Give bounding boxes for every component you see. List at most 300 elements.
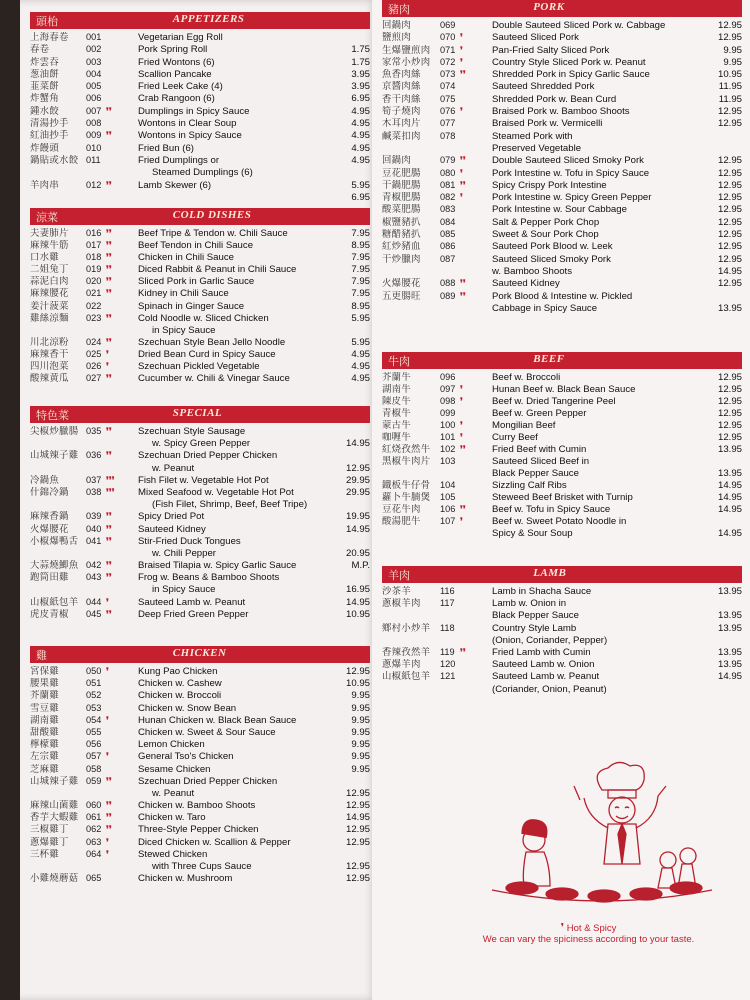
item-name: Lamb Skewer (6) bbox=[138, 179, 212, 191]
hot-spicy-icon: ❜❜ bbox=[460, 155, 466, 166]
item-chinese-name: 蒙古牛 bbox=[382, 420, 412, 431]
item-number: 071 bbox=[440, 44, 456, 55]
item-name: Scallion Pancake bbox=[138, 68, 212, 80]
item-chinese-name: 小椒爆鴨舌 bbox=[30, 535, 79, 547]
item-price: 12.95 bbox=[345, 836, 370, 848]
menu-item bbox=[382, 623, 742, 635]
item-name: Beef w. Broccoli bbox=[492, 372, 561, 383]
hot-spicy-icon: ❜ bbox=[460, 106, 463, 117]
menu-item bbox=[382, 229, 742, 241]
special-header-chinese: 特色菜 bbox=[36, 409, 69, 422]
item-price: 13.95 bbox=[717, 302, 742, 314]
item-name: Spicy Dried Pot bbox=[138, 511, 205, 523]
item-price: 4.95 bbox=[351, 361, 370, 373]
item-name: w. Spicy Green Pepper bbox=[152, 438, 251, 450]
item-chinese-name: 蔥椒羊肉 bbox=[382, 598, 421, 610]
item-chinese-name: 炸雲吞 bbox=[30, 56, 60, 68]
cold-header-title: COLD DISHES bbox=[172, 209, 252, 221]
item-number: 005 bbox=[86, 81, 102, 92]
cold-item-list bbox=[30, 225, 370, 385]
hot-spicy-icon: ❜ bbox=[460, 56, 463, 67]
item-chinese-name: 香干肉絲 bbox=[382, 93, 421, 105]
item-number: 051 bbox=[86, 678, 102, 689]
item-price: 12.95 bbox=[717, 420, 742, 431]
item-number: 100 bbox=[440, 420, 456, 430]
item-chinese-name: 魚香肉絲 bbox=[382, 69, 421, 81]
menu-item bbox=[30, 118, 370, 130]
item-chinese-name: 鍾水餃 bbox=[30, 105, 60, 117]
item-chinese-name: 炸饅頭 bbox=[30, 142, 60, 154]
item-name: Sauteed Kidney bbox=[138, 523, 206, 535]
item-number: 016 bbox=[86, 228, 102, 238]
item-number: 004 bbox=[86, 68, 102, 79]
item-name: Sauteed Pork Blood w. Leek bbox=[492, 241, 613, 253]
menu-item bbox=[382, 671, 742, 683]
item-price: 13.95 bbox=[717, 444, 742, 455]
hot-spicy-icon: ❜❜ bbox=[106, 535, 112, 546]
menu-item bbox=[30, 584, 370, 596]
item-price: 7.95 bbox=[351, 228, 370, 239]
item-chinese-name: 甜酸雞 bbox=[30, 726, 60, 738]
item-name: Beef Tripe & Tendon w. Chili Sauce bbox=[138, 228, 288, 239]
item-number: 117 bbox=[440, 598, 455, 609]
menu-item bbox=[30, 861, 370, 873]
hot-spicy-icon: ❜ bbox=[460, 432, 463, 442]
menu-item bbox=[382, 217, 742, 229]
item-price: 7.95 bbox=[351, 252, 370, 264]
lamb-header bbox=[382, 566, 742, 583]
item-price: 4.95 bbox=[351, 154, 370, 166]
item-chinese-name: 麻辣香鍋 bbox=[30, 511, 69, 523]
menu-item bbox=[382, 81, 742, 93]
item-name: Sesame Chicken bbox=[138, 763, 211, 775]
special-header-title: SPECIAL bbox=[172, 407, 223, 419]
item-number: 058 bbox=[86, 763, 102, 774]
item-name: Chicken w. Broccoli bbox=[138, 690, 222, 702]
menu-item bbox=[382, 598, 742, 610]
hot-spicy-icon: ❜ bbox=[106, 666, 109, 676]
hot-spicy-icon: ❜❜ bbox=[106, 523, 112, 534]
item-price: 5.95 bbox=[351, 312, 370, 324]
item-number: 086 bbox=[440, 241, 456, 252]
item-chinese-name: 大蒜燒鯽魚 bbox=[30, 560, 79, 572]
hot-spicy-icon: ❜ bbox=[460, 396, 463, 406]
item-price: 29.95 bbox=[345, 474, 370, 486]
menu-item bbox=[30, 800, 370, 812]
item-number: 087 bbox=[440, 253, 456, 264]
menu-item bbox=[30, 252, 370, 264]
item-price: 12.95 bbox=[717, 253, 742, 265]
item-name: Spinach in Ginger Sauce bbox=[138, 300, 245, 312]
item-chinese-name: 羊肉串 bbox=[30, 179, 60, 191]
item-name: Chicken w. Snow Bean bbox=[138, 702, 237, 714]
item-chinese-name: 尖椒炒臘腸 bbox=[30, 426, 79, 437]
item-number: 011 bbox=[86, 154, 101, 165]
item-chinese-name: 麻辣牛筋 bbox=[30, 240, 69, 252]
item-name: Sauteed Lamb w. Peanut bbox=[138, 596, 246, 608]
item-chinese-name: 檸檬雞 bbox=[30, 739, 60, 751]
item-number: 074 bbox=[440, 81, 456, 92]
hot-spicy-icon: ❜❜ bbox=[106, 373, 112, 384]
pork-header-chinese: 豬肉 bbox=[388, 3, 410, 16]
item-chinese-name: 火爆腰花 bbox=[382, 278, 421, 290]
item-number: 042 bbox=[86, 560, 102, 571]
item-number: 062 bbox=[86, 824, 102, 835]
menu-item bbox=[382, 131, 742, 143]
item-number: 107 bbox=[440, 516, 456, 526]
item-name: Double Sauteed Sliced Pork w. Cabbage bbox=[492, 20, 666, 31]
item-number: 040 bbox=[86, 523, 102, 534]
hot-spicy-icon: ❜❜ bbox=[106, 240, 112, 251]
special-item-list bbox=[30, 423, 370, 621]
menu-item bbox=[382, 444, 742, 456]
item-chinese-name: 咖喱牛 bbox=[382, 432, 412, 443]
item-name: Hunan Chicken w. Black Bean Sauce bbox=[138, 714, 297, 726]
item-name: Black Pepper Sauce bbox=[492, 468, 579, 479]
item-price: 12.95 bbox=[345, 861, 370, 872]
item-name: Diced Chicken w. Scallion & Pepper bbox=[138, 836, 291, 848]
item-name: w. Peanut bbox=[152, 462, 195, 474]
item-name: Kung Pao Chicken bbox=[138, 666, 218, 677]
menu-item bbox=[382, 420, 742, 432]
item-price: 12.95 bbox=[717, 432, 742, 443]
hot-spicy-icon: ❜ bbox=[460, 516, 463, 526]
item-name: Hunan Beef w. Black Bean Sauce bbox=[492, 384, 636, 395]
item-name: w. Chili Pepper bbox=[152, 547, 216, 559]
item-price: 12.95 bbox=[717, 155, 742, 167]
item-name: Curry Beef bbox=[492, 432, 538, 443]
item-number: 085 bbox=[440, 229, 456, 240]
menu-item bbox=[30, 32, 370, 44]
appetizers-header bbox=[30, 12, 370, 29]
hot-spicy-icon: ❜❜ bbox=[460, 69, 466, 80]
item-number: 023 bbox=[86, 312, 102, 323]
menu-item bbox=[382, 20, 742, 32]
item-price: 13.95 bbox=[717, 468, 742, 479]
item-price: 13.95 bbox=[717, 610, 742, 622]
item-name: Szechuan Dried Pepper Chicken bbox=[138, 450, 278, 462]
hot-spicy-icon: ❜ bbox=[460, 384, 463, 394]
item-name: Three-Style Pepper Chicken bbox=[138, 824, 259, 836]
item-chinese-name: 蘿卜牛腩煲 bbox=[382, 492, 431, 503]
menu-item bbox=[382, 492, 742, 504]
menu-item bbox=[30, 873, 370, 885]
item-price: 4.95 bbox=[351, 142, 370, 154]
item-chinese-name: 宮保雞 bbox=[30, 666, 60, 677]
item-chinese-name: 鐵板牛仔骨 bbox=[382, 480, 431, 491]
chicken-section bbox=[30, 646, 370, 885]
menu-item bbox=[30, 167, 370, 179]
item-price: 29.95 bbox=[345, 486, 370, 498]
menu-item bbox=[382, 408, 742, 420]
hot-spicy-icon: ❜ bbox=[106, 836, 109, 847]
item-price: 3.95 bbox=[351, 68, 370, 80]
item-chinese-name: 麻辣腰花 bbox=[30, 288, 69, 300]
hot-spicy-icon: ❜❜ bbox=[106, 800, 112, 811]
item-price: 7.95 bbox=[351, 288, 370, 300]
menu-item bbox=[30, 288, 370, 300]
item-name: Spicy & Sour Soup bbox=[492, 528, 573, 539]
menu-item bbox=[30, 155, 370, 167]
menu-item bbox=[382, 168, 742, 180]
menu-item bbox=[382, 69, 742, 81]
item-name: Chicken in Chili Sauce bbox=[138, 252, 234, 264]
hot-spicy-icon: ❜❜ bbox=[460, 444, 466, 454]
hot-spicy-icon: ❜ bbox=[460, 44, 463, 55]
item-number: 120 bbox=[440, 659, 456, 670]
menu-item bbox=[382, 635, 742, 647]
item-price: 12.95 bbox=[717, 106, 742, 118]
item-price: 3.95 bbox=[351, 81, 370, 93]
item-name: Chicken w. Cashew bbox=[138, 678, 222, 690]
item-price: 14.95 bbox=[717, 671, 742, 683]
menu-item bbox=[382, 504, 742, 516]
menu-item bbox=[30, 524, 370, 536]
item-number: 073 bbox=[440, 69, 456, 80]
lamb-header-chinese: 羊肉 bbox=[388, 569, 410, 582]
item-name: Country Style Lamb bbox=[492, 622, 577, 634]
item-number: 017 bbox=[86, 240, 102, 251]
item-chinese-name: 回鍋肉 bbox=[382, 155, 412, 167]
item-number: 035 bbox=[86, 426, 102, 436]
item-number: 103 bbox=[440, 456, 456, 466]
item-name: Beef w. Sweet Potato Noodle in bbox=[492, 516, 627, 527]
cold-dishes-section bbox=[30, 208, 370, 385]
item-name: Steamed Dumplings (6) bbox=[152, 167, 253, 179]
menu-item bbox=[30, 776, 370, 788]
chicken-header-title: CHICKEN bbox=[172, 647, 227, 659]
hot-spicy-icon: ❜❜ bbox=[106, 252, 112, 263]
item-price: 12.95 bbox=[717, 204, 742, 216]
hot-spicy-icon: ❜❜ bbox=[460, 179, 466, 190]
item-name: Pork Intestine w. Spicy Green Pepper bbox=[492, 192, 652, 204]
item-name: Szechuan Style Sausage bbox=[138, 426, 246, 437]
item-price: 12.95 bbox=[717, 278, 742, 290]
item-name: Preserved Vegetable bbox=[492, 142, 582, 154]
item-number: 010 bbox=[86, 142, 102, 153]
item-chinese-name: 口水雞 bbox=[30, 252, 60, 264]
item-chinese-name: 生爆鹽煎肉 bbox=[382, 44, 431, 56]
item-price: 13.95 bbox=[717, 646, 742, 658]
item-name: Vegetarian Egg Roll bbox=[138, 32, 223, 43]
menu-item bbox=[30, 837, 370, 849]
pork-item-list bbox=[382, 17, 742, 315]
hot-spicy-icon: ❜❜ bbox=[460, 646, 466, 657]
appetizers-item-list bbox=[30, 29, 370, 204]
menu-item bbox=[30, 438, 370, 450]
item-number: 050 bbox=[86, 666, 102, 676]
item-chinese-name: 夫妻肺片 bbox=[30, 228, 69, 239]
item-price: 10.95 bbox=[717, 69, 742, 81]
item-name: Steweed Beef Brisket with Turnip bbox=[492, 492, 633, 503]
item-chinese-name: 鍋貼或水餃 bbox=[30, 154, 79, 166]
hot-spicy-icon: ❜❜ bbox=[106, 264, 112, 275]
item-price: 12.95 bbox=[345, 873, 370, 885]
menu-item bbox=[30, 69, 370, 81]
menu-item bbox=[30, 361, 370, 373]
item-price: 16.95 bbox=[345, 584, 370, 596]
item-price: 4.95 bbox=[351, 373, 370, 385]
hot-spicy-icon: ❜ bbox=[106, 596, 109, 607]
menu-item bbox=[382, 94, 742, 106]
item-name: Braised Pork w. Vermicelli bbox=[492, 118, 603, 130]
menu-item bbox=[30, 572, 370, 584]
item-chinese-name: 川北涼粉 bbox=[30, 336, 69, 348]
item-number: 072 bbox=[440, 56, 456, 67]
item-price: 12.95 bbox=[717, 216, 742, 228]
hot-spicy-icon: ❜❜ bbox=[106, 276, 112, 287]
item-name: Dumplings in Spicy Sauce bbox=[138, 105, 250, 117]
item-name: Szechuan Dried Pepper Chicken bbox=[138, 775, 278, 787]
item-chinese-name: 糖醋豬扒 bbox=[382, 229, 421, 241]
item-number: 106 bbox=[440, 504, 456, 514]
item-chinese-name: 芥蘭雞 bbox=[30, 690, 60, 702]
item-price: 9.95 bbox=[351, 702, 370, 714]
item-name: Double Sauteed Sliced Smoky Pork bbox=[492, 155, 644, 167]
menu-item bbox=[30, 325, 370, 337]
item-name: Fried Dumplings or bbox=[138, 154, 220, 166]
menu-item bbox=[382, 266, 742, 278]
item-chinese-name: 雪豆雞 bbox=[30, 702, 60, 714]
item-number: 063 bbox=[86, 836, 102, 847]
item-name: Black Pepper Sauce bbox=[492, 610, 579, 622]
item-name: w. Bamboo Shoots bbox=[492, 265, 572, 277]
item-name: Fish Filet w. Vegetable Hot Pot bbox=[138, 474, 269, 486]
item-number: 084 bbox=[440, 216, 456, 227]
item-name: Shredded Pork w. Bean Curd bbox=[492, 93, 617, 105]
item-number: 096 bbox=[440, 372, 456, 382]
menu-item bbox=[30, 276, 370, 288]
item-number: 061 bbox=[86, 812, 102, 823]
item-name: General Tso's Chicken bbox=[138, 751, 234, 763]
item-chinese-name: 山城辣子雞 bbox=[30, 450, 79, 462]
hot-spicy-icon: ❜❜ bbox=[106, 228, 112, 238]
item-name: Beef Tendon in Chili Sauce bbox=[138, 240, 254, 252]
item-number: 007 bbox=[86, 105, 102, 116]
item-number: 075 bbox=[440, 93, 456, 104]
menu-item bbox=[382, 118, 742, 130]
item-number: 009 bbox=[86, 130, 102, 141]
item-chinese-name: 紅烧孜然牛 bbox=[382, 444, 431, 455]
item-number: 027 bbox=[86, 373, 102, 384]
item-chinese-name: 豆花牛肉 bbox=[382, 504, 421, 515]
item-price: 20.95 bbox=[345, 547, 370, 559]
hot-spicy-icon: ❜❜ bbox=[106, 450, 112, 461]
hot-spicy-icon: ❜❜ bbox=[106, 511, 112, 522]
item-name: Cucumber w. Chili & Vinegar Sauce bbox=[138, 373, 290, 385]
item-name: Wontons in Spicy Sauce bbox=[138, 130, 242, 142]
item-chinese-name: 鹹菜扣肉 bbox=[382, 130, 421, 142]
item-number: 018 bbox=[86, 252, 102, 263]
item-price: 13.95 bbox=[717, 586, 742, 597]
menu-item bbox=[30, 849, 370, 861]
item-price: 14.95 bbox=[345, 523, 370, 535]
item-price: 13.95 bbox=[717, 622, 742, 634]
menu-item bbox=[382, 480, 742, 492]
item-chinese-name: 腰果雞 bbox=[30, 678, 60, 690]
item-chinese-name: 干炒臘肉 bbox=[382, 253, 421, 265]
menu-item bbox=[30, 180, 370, 192]
item-name: Sizzling Calf Ribs bbox=[492, 480, 567, 491]
hot-spicy-icon: ❜❜ bbox=[106, 812, 112, 823]
item-price: 5.95 bbox=[351, 336, 370, 348]
item-number: 043 bbox=[86, 572, 102, 583]
item-number: 077 bbox=[440, 118, 456, 129]
item-name: Lamb w. Onion in bbox=[492, 598, 567, 610]
item-number: 104 bbox=[440, 480, 456, 490]
item-number: 060 bbox=[86, 800, 102, 811]
item-name: Pork Intestine w. Tofu in Spicy Sauce bbox=[492, 167, 650, 179]
hot-spicy-icon: ❜❜ bbox=[460, 290, 466, 301]
item-chinese-name: 陳皮牛 bbox=[382, 396, 412, 407]
menu-item bbox=[30, 44, 370, 56]
item-name: Kidney in Chili Sauce bbox=[138, 288, 229, 300]
item-chinese-name: 沙茶羊 bbox=[382, 586, 412, 597]
item-chinese-name: 四川泡菜 bbox=[30, 361, 69, 373]
item-chinese-name: 虎皮青椒 bbox=[30, 608, 69, 620]
hot-spicy-icon: ❜ bbox=[106, 848, 109, 859]
item-chinese-name: 什錦冷鍋 bbox=[30, 486, 69, 498]
hot-spicy-icon: ❜❜ bbox=[106, 312, 112, 323]
item-chinese-name: 炸蟹角 bbox=[30, 93, 60, 105]
item-name: w. Peanut bbox=[152, 787, 195, 799]
menu-item bbox=[30, 715, 370, 727]
item-price: 9.95 bbox=[723, 44, 742, 56]
item-chinese-name: 豆花肥腸 bbox=[382, 167, 421, 179]
item-chinese-name: 山椒紙包羊 bbox=[382, 671, 431, 683]
item-name: (Fish Filet, Shrimp, Beef, Beef Tripe) bbox=[152, 499, 308, 511]
item-number: 118 bbox=[440, 622, 455, 633]
item-name: Fried Bun (6) bbox=[138, 142, 194, 154]
item-price: M.P. bbox=[351, 560, 370, 572]
item-price: 12.95 bbox=[345, 666, 370, 677]
item-number: 121 bbox=[440, 671, 456, 682]
item-chinese-name: 芝麻雞 bbox=[30, 763, 60, 775]
item-number: 101 bbox=[440, 432, 456, 442]
item-chinese-name: 鹽煎肉 bbox=[382, 32, 412, 44]
item-name: Lamb in Shacha Sauce bbox=[492, 586, 592, 597]
item-name: Sauteed Sliced Smoky Pork bbox=[492, 253, 611, 265]
item-chinese-name: 火爆腰花 bbox=[30, 523, 69, 535]
item-number: 102 bbox=[440, 444, 456, 454]
item-price: 14.95 bbox=[717, 265, 742, 277]
menu-item bbox=[382, 143, 742, 155]
item-price: 8.95 bbox=[351, 300, 370, 312]
hot-spicy-icon: ❜❜ bbox=[106, 775, 112, 786]
item-chinese-name: 回鍋肉 bbox=[382, 20, 412, 31]
item-price: 12.95 bbox=[717, 167, 742, 179]
item-number: 057 bbox=[86, 751, 102, 762]
item-number: 012 bbox=[86, 179, 102, 190]
menu-item bbox=[30, 751, 370, 763]
item-number: 026 bbox=[86, 361, 102, 372]
menu-item bbox=[30, 93, 370, 105]
menu-item bbox=[30, 536, 370, 548]
menu-item bbox=[30, 426, 370, 438]
item-name: Szechuan Pickled Vegetable bbox=[138, 361, 260, 373]
item-price: 12.95 bbox=[717, 229, 742, 241]
item-chinese-name: 青椒牛 bbox=[382, 408, 412, 419]
item-number: 097 bbox=[440, 384, 456, 394]
item-price: 10.95 bbox=[345, 608, 370, 620]
item-name: (Coriander, Onion, Peanut) bbox=[492, 683, 607, 695]
item-number: 053 bbox=[86, 702, 102, 713]
menu-item bbox=[30, 463, 370, 475]
item-price: 1.75 bbox=[351, 56, 370, 68]
item-chinese-name: 京醬肉絲 bbox=[382, 81, 421, 93]
item-name: Shredded Pork in Spicy Garlic Sauce bbox=[492, 69, 650, 81]
hot-spicy-icon: ❜❜ bbox=[106, 426, 112, 436]
